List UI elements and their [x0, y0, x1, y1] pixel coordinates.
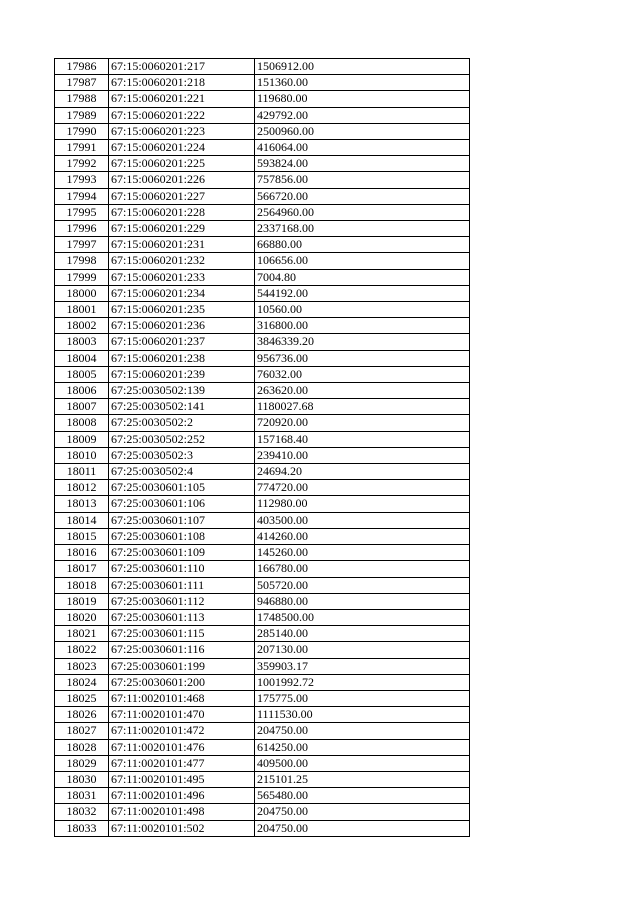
cadastral-number-cell: 67:15:0060201:222: [109, 107, 255, 123]
cadastral-value-cell: 774720.00: [255, 480, 470, 496]
cadastral-value-cell: 112980.00: [255, 496, 470, 512]
cadastral-number-cell: 67:15:0060201:234: [109, 285, 255, 301]
cadastral-value-cell: 593824.00: [255, 156, 470, 172]
cadastral-value-cell: 215101.25: [255, 771, 470, 787]
row-number-cell: 18008: [55, 415, 109, 431]
cadastral-value-cell: 3846339.20: [255, 334, 470, 350]
row-number-cell: 18027: [55, 723, 109, 739]
cadastral-number-cell: 67:25:0030601:115: [109, 626, 255, 642]
table-row: [55, 269, 470, 285]
cadastral-value-cell: 1180027.68: [255, 399, 470, 415]
cadastral-number-cell: 67:11:0020101:472: [109, 723, 255, 739]
cadastral-number-cell: 67:25:0030601:200: [109, 674, 255, 690]
table-row: [55, 156, 470, 172]
cadastral-number-cell: 67:11:0020101:468: [109, 690, 255, 706]
row-number-cell: 18012: [55, 480, 109, 496]
table-row: [55, 237, 470, 253]
cadastral-value-cell: 204750.00: [255, 723, 470, 739]
cadastral-value-cell: 416064.00: [255, 140, 470, 156]
row-number-cell: 18014: [55, 512, 109, 528]
cadastral-value-cell: 1001992.72: [255, 674, 470, 690]
cadastral-value-cell: 157168.40: [255, 431, 470, 447]
table-row: [55, 593, 470, 609]
row-number-cell: 17994: [55, 188, 109, 204]
table-row: [55, 334, 470, 350]
cadastral-value-cell: 204750.00: [255, 820, 470, 836]
row-number-cell: 17987: [55, 75, 109, 91]
cadastral-value-cell: 166780.00: [255, 561, 470, 577]
cadastral-value-cell: 414260.00: [255, 528, 470, 544]
cadastral-number-cell: 67:15:0060201:227: [109, 188, 255, 204]
cadastral-number-cell: 67:15:0060201:225: [109, 156, 255, 172]
row-number-cell: 18028: [55, 739, 109, 755]
cadastral-value-cell: 76032.00: [255, 366, 470, 382]
cadastral-value-cell: 145260.00: [255, 545, 470, 561]
table-body: [55, 59, 470, 837]
cadastral-value-cell: 614250.00: [255, 739, 470, 755]
cadastral-value-cell: 2564960.00: [255, 204, 470, 220]
cadastral-number-cell: 67:25:0030601:113: [109, 609, 255, 625]
row-number-cell: 17986: [55, 59, 109, 75]
cadastral-value-cell: 359903.17: [255, 658, 470, 674]
table-row: [55, 464, 470, 480]
cadastral-number-cell: 67:11:0020101:495: [109, 771, 255, 787]
table-row: [55, 626, 470, 642]
row-number-cell: 18020: [55, 609, 109, 625]
table-row: [55, 415, 470, 431]
table-row: [55, 204, 470, 220]
table-row: [55, 577, 470, 593]
table-row: [55, 75, 470, 91]
cadastral-number-cell: 67:15:0060201:231: [109, 237, 255, 253]
cadastral-value-cell: 720920.00: [255, 415, 470, 431]
row-number-cell: 18018: [55, 577, 109, 593]
cadastral-number-cell: 67:25:0030502:3: [109, 447, 255, 463]
row-number-cell: 18011: [55, 464, 109, 480]
row-number-cell: 17999: [55, 269, 109, 285]
cadastral-value-table: [54, 58, 470, 837]
table-row: [55, 318, 470, 334]
table-row: [55, 188, 470, 204]
cadastral-number-cell: 67:25:0030601:199: [109, 658, 255, 674]
cadastral-number-cell: 67:25:0030601:116: [109, 642, 255, 658]
cadastral-number-cell: 67:25:0030502:139: [109, 383, 255, 399]
table-row: [55, 788, 470, 804]
cadastral-value-cell: 66880.00: [255, 237, 470, 253]
table-row: [55, 366, 470, 382]
table-row: [55, 690, 470, 706]
row-number-cell: 17992: [55, 156, 109, 172]
cadastral-number-cell: 67:25:0030601:106: [109, 496, 255, 512]
table-row: [55, 172, 470, 188]
cadastral-value-cell: 505720.00: [255, 577, 470, 593]
table-row: [55, 658, 470, 674]
row-number-cell: 18006: [55, 383, 109, 399]
table-row: [55, 447, 470, 463]
row-number-cell: 17998: [55, 253, 109, 269]
cadastral-number-cell: 67:15:0060201:224: [109, 140, 255, 156]
table-row: [55, 723, 470, 739]
cadastral-number-cell: 67:15:0060201:232: [109, 253, 255, 269]
row-number-cell: 18030: [55, 771, 109, 787]
cadastral-value-cell: 24694.20: [255, 464, 470, 480]
cadastral-number-cell: 67:25:0030502:4: [109, 464, 255, 480]
cadastral-value-cell: 565480.00: [255, 788, 470, 804]
table-row: [55, 285, 470, 301]
cadastral-value-cell: 544192.00: [255, 285, 470, 301]
cadastral-value-cell: 7004.80: [255, 269, 470, 285]
cadastral-number-cell: 67:15:0060201:217: [109, 59, 255, 75]
cadastral-number-cell: 67:25:0030601:112: [109, 593, 255, 609]
table-row: [55, 399, 470, 415]
cadastral-number-cell: 67:15:0060201:228: [109, 204, 255, 220]
table-row: [55, 123, 470, 139]
cadastral-number-cell: 67:11:0020101:476: [109, 739, 255, 755]
cadastral-value-cell: 757856.00: [255, 172, 470, 188]
row-number-cell: 18025: [55, 690, 109, 706]
cadastral-value-cell: 106656.00: [255, 253, 470, 269]
table-row: [55, 820, 470, 836]
cadastral-number-cell: 67:11:0020101:496: [109, 788, 255, 804]
cadastral-value-cell: 1111530.00: [255, 707, 470, 723]
table-row: [55, 804, 470, 820]
table-row: [55, 512, 470, 528]
cadastral-number-cell: 67:15:0060201:235: [109, 302, 255, 318]
row-number-cell: 18023: [55, 658, 109, 674]
table-row: [55, 59, 470, 75]
row-number-cell: 18003: [55, 334, 109, 350]
cadastral-value-cell: 204750.00: [255, 804, 470, 820]
cadastral-value-cell: 175775.00: [255, 690, 470, 706]
cadastral-number-cell: 67:15:0060201:237: [109, 334, 255, 350]
table-row: [55, 771, 470, 787]
cadastral-number-cell: 67:11:0020101:470: [109, 707, 255, 723]
table-row: [55, 642, 470, 658]
cadastral-number-cell: 67:25:0030502:141: [109, 399, 255, 415]
row-number-cell: 17993: [55, 172, 109, 188]
cadastral-value-cell: 263620.00: [255, 383, 470, 399]
cadastral-number-cell: 67:25:0030601:111: [109, 577, 255, 593]
row-number-cell: 17988: [55, 91, 109, 107]
cadastral-number-cell: 67:11:0020101:477: [109, 755, 255, 771]
row-number-cell: 18026: [55, 707, 109, 723]
table-row: [55, 480, 470, 496]
row-number-cell: 17991: [55, 140, 109, 156]
row-number-cell: 18033: [55, 820, 109, 836]
cadastral-value-cell: 2337168.00: [255, 221, 470, 237]
cadastral-number-cell: 67:15:0060201:226: [109, 172, 255, 188]
row-number-cell: 18002: [55, 318, 109, 334]
table-row: [55, 302, 470, 318]
row-number-cell: 18015: [55, 528, 109, 544]
cadastral-number-cell: 67:15:0060201:236: [109, 318, 255, 334]
table-row: [55, 221, 470, 237]
cadastral-value-cell: 316800.00: [255, 318, 470, 334]
row-number-cell: 18022: [55, 642, 109, 658]
row-number-cell: 17995: [55, 204, 109, 220]
row-number-cell: 18032: [55, 804, 109, 820]
cadastral-value-cell: 207130.00: [255, 642, 470, 658]
cadastral-number-cell: 67:25:0030601:109: [109, 545, 255, 561]
row-number-cell: 18010: [55, 447, 109, 463]
row-number-cell: 18019: [55, 593, 109, 609]
cadastral-value-cell: 409500.00: [255, 755, 470, 771]
cadastral-number-cell: 67:15:0060201:221: [109, 91, 255, 107]
row-number-cell: 18021: [55, 626, 109, 642]
cadastral-value-cell: 429792.00: [255, 107, 470, 123]
cadastral-number-cell: 67:25:0030601:105: [109, 480, 255, 496]
cadastral-value-cell: 285140.00: [255, 626, 470, 642]
cadastral-value-cell: 566720.00: [255, 188, 470, 204]
cadastral-number-cell: 67:15:0060201:239: [109, 366, 255, 382]
table-row: [55, 528, 470, 544]
table-row: [55, 755, 470, 771]
row-number-cell: 18004: [55, 350, 109, 366]
cadastral-number-cell: 67:25:0030502:252: [109, 431, 255, 447]
cadastral-number-cell: 67:15:0060201:229: [109, 221, 255, 237]
cadastral-value-cell: 956736.00: [255, 350, 470, 366]
table-row: [55, 91, 470, 107]
cadastral-value-cell: 403500.00: [255, 512, 470, 528]
row-number-cell: 17990: [55, 123, 109, 139]
cadastral-number-cell: 67:25:0030601:107: [109, 512, 255, 528]
table-row: [55, 383, 470, 399]
cadastral-number-cell: 67:15:0060201:233: [109, 269, 255, 285]
cadastral-value-cell: 151360.00: [255, 75, 470, 91]
row-number-cell: 18029: [55, 755, 109, 771]
row-number-cell: 18016: [55, 545, 109, 561]
table-row: [55, 496, 470, 512]
cadastral-value-cell: 239410.00: [255, 447, 470, 463]
row-number-cell: 18013: [55, 496, 109, 512]
table-row: [55, 707, 470, 723]
cadastral-number-cell: 67:25:0030601:108: [109, 528, 255, 544]
row-number-cell: 17989: [55, 107, 109, 123]
row-number-cell: 18031: [55, 788, 109, 804]
row-number-cell: 18024: [55, 674, 109, 690]
cadastral-number-cell: 67:11:0020101:502: [109, 820, 255, 836]
cadastral-number-cell: 67:15:0060201:223: [109, 123, 255, 139]
table-row: [55, 107, 470, 123]
table-row: [55, 674, 470, 690]
row-number-cell: 18005: [55, 366, 109, 382]
cadastral-number-cell: 67:15:0060201:218: [109, 75, 255, 91]
row-number-cell: 17997: [55, 237, 109, 253]
cadastral-value-cell: 10560.00: [255, 302, 470, 318]
table-row: [55, 253, 470, 269]
row-number-cell: 18007: [55, 399, 109, 415]
table-row: [55, 140, 470, 156]
cadastral-value-cell: 1506912.00: [255, 59, 470, 75]
cadastral-number-cell: 67:15:0060201:238: [109, 350, 255, 366]
table-row: [55, 609, 470, 625]
row-number-cell: 17996: [55, 221, 109, 237]
row-number-cell: 18009: [55, 431, 109, 447]
cadastral-number-cell: 67:25:0030502:2: [109, 415, 255, 431]
table-row: [55, 545, 470, 561]
row-number-cell: 18017: [55, 561, 109, 577]
cadastral-value-cell: 1748500.00: [255, 609, 470, 625]
table-row: [55, 561, 470, 577]
table-row: [55, 350, 470, 366]
table-row: [55, 739, 470, 755]
row-number-cell: 18000: [55, 285, 109, 301]
cadastral-number-cell: 67:11:0020101:498: [109, 804, 255, 820]
cadastral-value-cell: 946880.00: [255, 593, 470, 609]
row-number-cell: 18001: [55, 302, 109, 318]
cadastral-value-cell: 2500960.00: [255, 123, 470, 139]
table-row: [55, 431, 470, 447]
cadastral-value-cell: 119680.00: [255, 91, 470, 107]
cadastral-number-cell: 67:25:0030601:110: [109, 561, 255, 577]
